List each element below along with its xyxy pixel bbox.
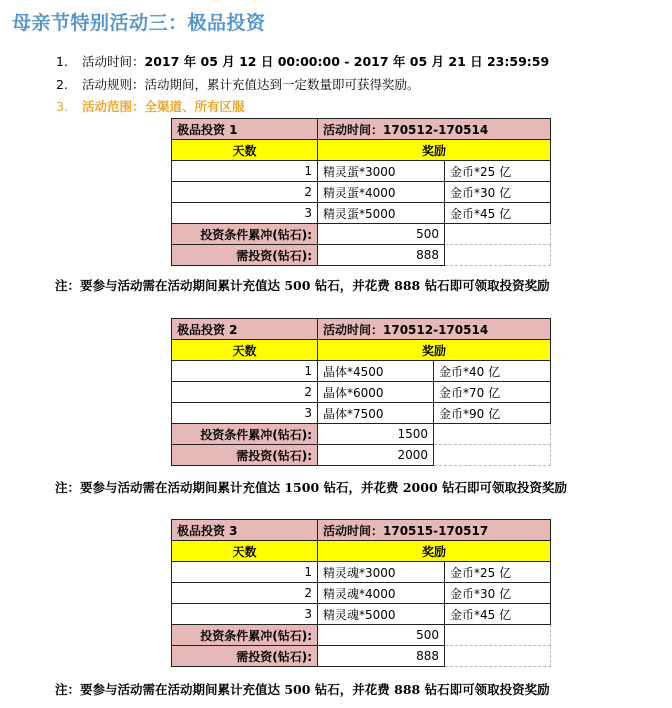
rule-time bbox=[56, 52, 549, 70]
cost-value: 2000 bbox=[318, 445, 434, 466]
table-row bbox=[172, 182, 551, 203]
table-row bbox=[172, 203, 551, 224]
column-reward: 奖励 bbox=[318, 541, 551, 562]
investment-table-2 bbox=[171, 318, 551, 466]
empty-cell bbox=[445, 245, 551, 266]
table-column-row bbox=[172, 541, 551, 562]
condition-row bbox=[172, 625, 551, 646]
table-row bbox=[172, 361, 551, 382]
rule-label: 活动范围： bbox=[82, 99, 145, 114]
cost-row bbox=[172, 445, 551, 466]
cost-label: 需投资(钻石): bbox=[172, 445, 318, 466]
day-cell: 1 bbox=[172, 361, 318, 382]
day-cell: 3 bbox=[172, 203, 318, 224]
item-cell: 精灵魂*5000 bbox=[318, 604, 445, 625]
gold-cell: 金币*70 亿 bbox=[434, 382, 551, 403]
table-column-row bbox=[172, 340, 551, 361]
table-header-row bbox=[172, 319, 551, 340]
table-note: 注：要参与活动需在活动期间累计充值达 500 钻石，并花费 888 钻石即可领取投资奖励 bbox=[55, 278, 550, 293]
table-row bbox=[172, 562, 551, 583]
item-cell: 精灵魂*4000 bbox=[318, 583, 445, 604]
empty-cell bbox=[445, 646, 551, 667]
day-cell: 2 bbox=[172, 382, 318, 403]
table-note: 注：要参与活动需在活动期间累计充值达 500 钻石，并花费 888 钻石即可领取投资奖励 bbox=[55, 682, 550, 697]
cost-value: 888 bbox=[318, 245, 445, 266]
empty-cell bbox=[434, 424, 551, 445]
cost-row bbox=[172, 245, 551, 266]
table-row bbox=[172, 161, 551, 182]
cost-label: 需投资(钻石): bbox=[172, 646, 318, 667]
table-row bbox=[172, 403, 551, 424]
day-cell: 3 bbox=[172, 403, 318, 424]
table-name: 极品投资 1 bbox=[172, 119, 318, 140]
condition-row bbox=[172, 424, 551, 445]
condition-label: 投资条件累冲(钻石): bbox=[172, 424, 318, 445]
column-reward: 奖励 bbox=[318, 140, 551, 161]
gold-cell: 金币*45 亿 bbox=[445, 203, 551, 224]
rule-value: 活动期间，累计充值达到一定数量即可获得奖励。 bbox=[144, 77, 420, 92]
day-cell: 2 bbox=[172, 182, 318, 203]
table-note: 注：要参与活动需在活动期间累计充值达 1500 钻石，并花费 2000 钻石即可领取投资奖励 bbox=[55, 480, 567, 495]
gold-cell: 金币*30 亿 bbox=[445, 583, 551, 604]
table-period: 活动时间：170512-170514 bbox=[318, 319, 551, 340]
rule-rules bbox=[56, 75, 420, 93]
condition-row bbox=[172, 224, 551, 245]
table-name: 极品投资 2 bbox=[172, 319, 318, 340]
rule-number: 2. bbox=[56, 77, 68, 92]
table-period: 活动时间：170512-170514 bbox=[318, 119, 551, 140]
cost-row bbox=[172, 646, 551, 667]
condition-label: 投资条件累冲(钻石): bbox=[172, 224, 318, 245]
cost-value: 888 bbox=[318, 646, 445, 667]
column-reward: 奖励 bbox=[318, 340, 551, 361]
gold-cell: 金币*25 亿 bbox=[445, 161, 551, 182]
day-cell: 1 bbox=[172, 161, 318, 182]
column-days: 天数 bbox=[172, 340, 318, 361]
table-row bbox=[172, 604, 551, 625]
rule-label: 活动时间： bbox=[82, 54, 145, 69]
table-header-row bbox=[172, 520, 551, 541]
condition-value: 500 bbox=[318, 224, 445, 245]
empty-cell bbox=[445, 625, 551, 646]
table-row bbox=[172, 382, 551, 403]
rule-scope bbox=[56, 97, 245, 115]
table-period: 活动时间：170515-170517 bbox=[318, 520, 551, 541]
investment-table-3 bbox=[171, 519, 551, 667]
day-cell: 3 bbox=[172, 604, 318, 625]
condition-value: 500 bbox=[318, 625, 445, 646]
table-header-row bbox=[172, 119, 551, 140]
empty-cell bbox=[434, 445, 551, 466]
empty-cell bbox=[445, 224, 551, 245]
rule-number: 3. bbox=[56, 99, 68, 114]
column-days: 天数 bbox=[172, 541, 318, 562]
table-column-row bbox=[172, 140, 551, 161]
investment-table-1 bbox=[171, 118, 551, 266]
cost-label: 需投资(钻石): bbox=[172, 245, 318, 266]
item-cell: 晶体*7500 bbox=[318, 403, 434, 424]
column-days: 天数 bbox=[172, 140, 318, 161]
item-cell: 精灵蛋*3000 bbox=[318, 161, 445, 182]
page-title: 母亲节特别活动三：极品投资 bbox=[12, 12, 266, 34]
item-cell: 精灵蛋*5000 bbox=[318, 203, 445, 224]
condition-value: 1500 bbox=[318, 424, 434, 445]
rule-number: 1. bbox=[56, 54, 68, 69]
condition-label: 投资条件累冲(钻石): bbox=[172, 625, 318, 646]
rule-value: 2017 年 05 月 12 日 00:00:00 - 2017 年 05 月 21 日 23:59:59 bbox=[144, 54, 550, 69]
gold-cell: 金币*25 亿 bbox=[445, 562, 551, 583]
gold-cell: 金币*45 亿 bbox=[445, 604, 551, 625]
rule-value: 全渠道、所有区服 bbox=[144, 99, 245, 114]
rule-label: 活动规则： bbox=[82, 77, 145, 92]
item-cell: 晶体*4500 bbox=[318, 361, 434, 382]
item-cell: 精灵蛋*4000 bbox=[318, 182, 445, 203]
day-cell: 2 bbox=[172, 583, 318, 604]
gold-cell: 金币*30 亿 bbox=[445, 182, 551, 203]
day-cell: 1 bbox=[172, 562, 318, 583]
item-cell: 晶体*6000 bbox=[318, 382, 434, 403]
table-name: 极品投资 3 bbox=[172, 520, 318, 541]
table-row bbox=[172, 583, 551, 604]
gold-cell: 金币*90 亿 bbox=[434, 403, 551, 424]
item-cell: 精灵魂*3000 bbox=[318, 562, 445, 583]
gold-cell: 金币*40 亿 bbox=[434, 361, 551, 382]
